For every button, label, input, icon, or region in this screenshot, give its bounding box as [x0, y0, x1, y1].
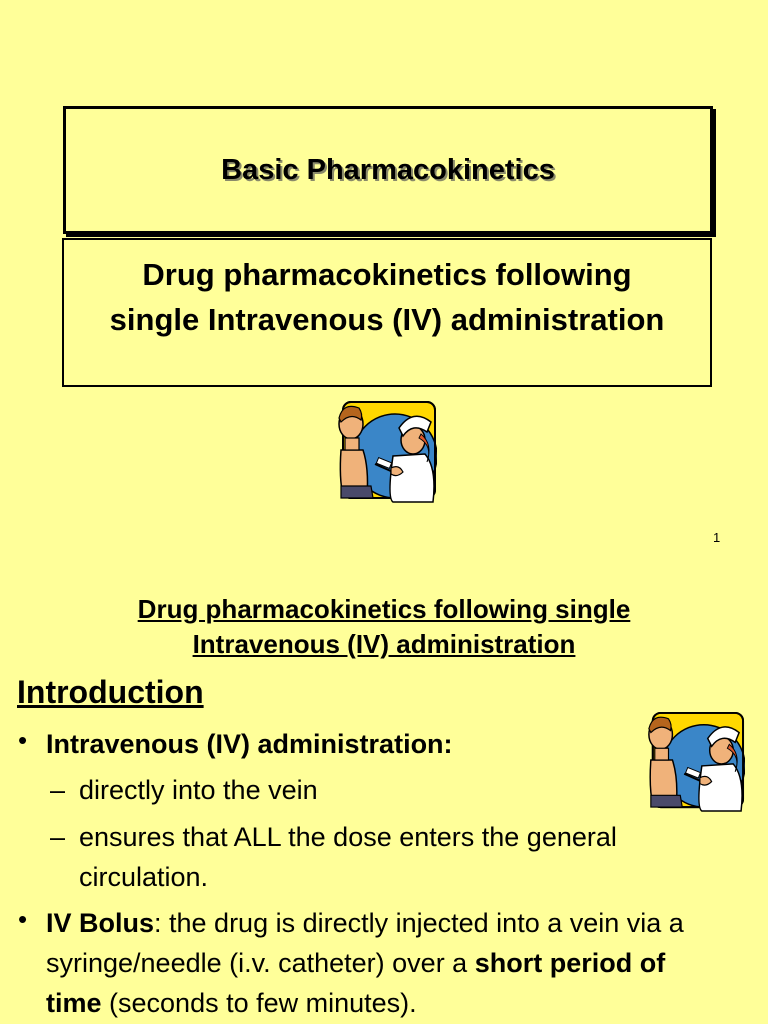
dash-marker: – — [50, 775, 66, 805]
bullet-item-continuation — [46, 943, 665, 983]
bullet-text: (seconds to few minutes). — [101, 988, 417, 1018]
slide-title: Basic Pharmacokinetics — [221, 153, 555, 186]
subtitle-line-1: Drug pharmacokinetics following — [142, 257, 632, 292]
bold-text: short period of — [474, 948, 666, 978]
bullet-dot: • — [18, 725, 28, 755]
bold-text: time — [46, 988, 102, 1018]
doctor-nurse-clipart-icon — [643, 708, 745, 814]
slide-2-title — [0, 592, 768, 662]
bullet-item: Intravenous (IV) administration: — [46, 729, 453, 759]
doctor-nurse-clipart-icon — [333, 398, 437, 504]
subtitle-line-2: single Intravenous (IV) administration — [109, 302, 665, 337]
bullet-text: syringe/needle (i.v. catheter) over a — [46, 948, 475, 978]
page-number: 1 — [713, 530, 721, 545]
section-heading: Introduction — [17, 674, 204, 710]
sub-bullet-item: ensures that ALL the dose enters the general — [79, 822, 617, 852]
bullet-item — [46, 903, 684, 943]
subtitle-box — [62, 238, 712, 387]
slide-2-title-line-2: Intravenous (IV) administration — [192, 629, 576, 659]
slide-2-title-line-1: Drug pharmacokinetics following single — [137, 594, 631, 624]
title-box — [63, 106, 713, 234]
bullet-dot: • — [18, 904, 28, 934]
bold-term: IV Bolus — [46, 908, 155, 938]
dash-marker: – — [50, 822, 66, 852]
sub-bullet-item: directly into the vein — [79, 775, 318, 805]
bullet-text: : the drug is directly injected into a vein via a — [154, 908, 684, 938]
slide-subtitle — [64, 252, 710, 342]
sub-bullet-item-continuation: circulation. — [79, 862, 209, 892]
bullet-item-continuation — [46, 983, 417, 1023]
